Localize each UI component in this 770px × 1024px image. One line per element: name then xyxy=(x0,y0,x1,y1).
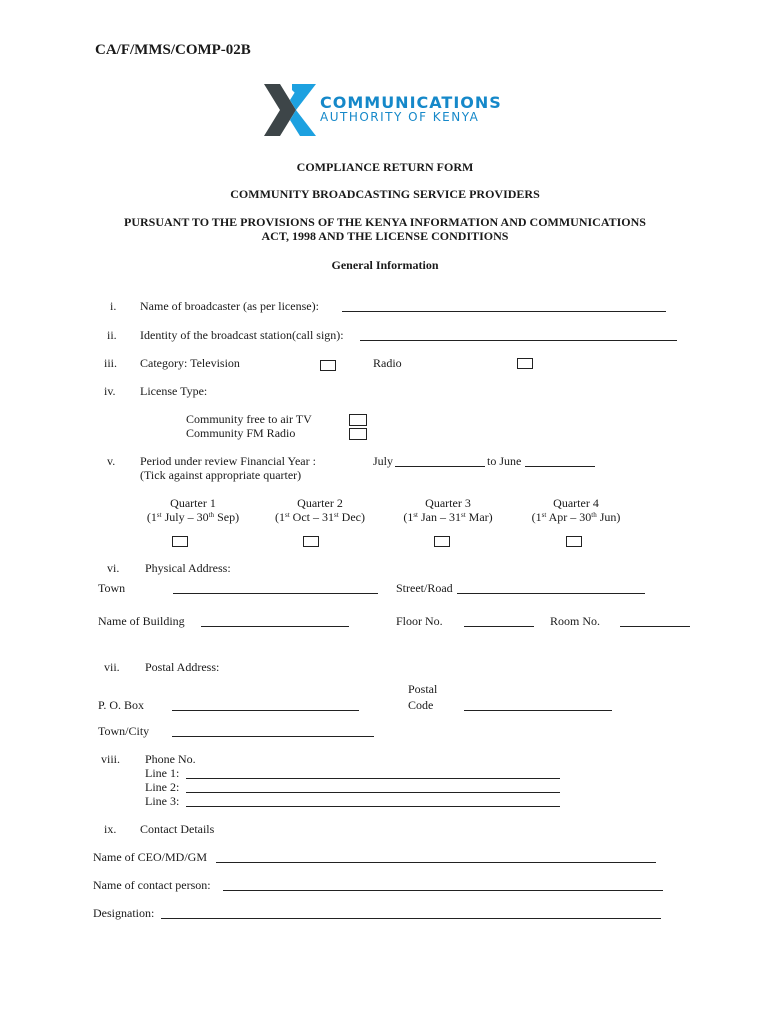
free-to-air-checkbox[interactable] xyxy=(349,414,367,426)
june-year-field[interactable] xyxy=(525,466,595,467)
radio-label: Radio xyxy=(373,356,402,370)
to-june-label: to June xyxy=(487,454,522,468)
quarter-3-range: (1st Jan – 31st Mar) xyxy=(403,510,493,524)
line-1-label: Line 1: xyxy=(145,766,180,780)
town-field[interactable] xyxy=(173,593,378,594)
license-type-label: License Type: xyxy=(140,384,208,398)
quarter-4-checkbox[interactable] xyxy=(566,536,582,547)
category-label: Category: Television xyxy=(140,356,240,370)
physical-address-label: Physical Address: xyxy=(145,561,231,575)
quarter-1-range: (1st July – 30th Sep) xyxy=(146,510,240,524)
item-iii-num: iii. xyxy=(104,356,118,370)
item-v-num: v. xyxy=(107,454,116,468)
pobox-label: P. O. Box xyxy=(98,698,145,712)
code-label: Code xyxy=(408,698,434,712)
street-field[interactable] xyxy=(457,593,645,594)
designation-field[interactable] xyxy=(161,918,661,919)
ca-logo-icon xyxy=(262,82,318,138)
quarter-1-title: Quarter 1 xyxy=(170,496,216,510)
logo-line1: COMMUNICATIONS xyxy=(320,93,502,112)
free-to-air-label: Community free to air TV xyxy=(186,412,312,426)
line-2-field[interactable] xyxy=(186,792,560,793)
section-general-info: General Information xyxy=(331,258,439,272)
quarter-2-range: (1st Oct – 31st Dec) xyxy=(275,510,365,524)
line-2-label: Line 2: xyxy=(145,780,180,794)
town-city-label: Town/City xyxy=(98,724,150,738)
quarter-3-checkbox[interactable] xyxy=(434,536,450,547)
broadcaster-name-field[interactable] xyxy=(342,311,666,312)
room-field[interactable] xyxy=(620,626,690,627)
july-year-field[interactable] xyxy=(395,466,485,467)
item-ii-num: ii. xyxy=(107,328,117,342)
contact-person-field[interactable] xyxy=(223,890,663,891)
floor-label: Floor No. xyxy=(396,614,443,628)
quarter-2-title: Quarter 2 xyxy=(297,496,343,510)
july-label: July xyxy=(373,454,394,468)
ceo-field[interactable] xyxy=(216,862,656,863)
building-field[interactable] xyxy=(201,626,349,627)
call-sign-label: Identity of the broadcast station(call sign): xyxy=(140,328,344,342)
broadcaster-name-label: Name of broadcaster (as per license): xyxy=(140,299,319,313)
radio-checkbox[interactable] xyxy=(517,358,533,369)
form-code: CA/F/MMS/COMP-02B xyxy=(95,42,251,58)
contact-person-label: Name of contact person: xyxy=(93,878,211,892)
designation-label: Designation: xyxy=(93,906,155,920)
line-3-label: Line 3: xyxy=(145,794,180,808)
pobox-field[interactable] xyxy=(172,710,359,711)
television-checkbox[interactable] xyxy=(320,360,336,371)
quarter-2-checkbox[interactable] xyxy=(303,536,319,547)
line-3-field[interactable] xyxy=(186,806,560,807)
ceo-label: Name of CEO/MD/GM xyxy=(93,850,207,864)
item-vi-num: vi. xyxy=(107,561,120,575)
building-label: Name of Building xyxy=(98,614,185,628)
phone-label: Phone No. xyxy=(145,752,196,766)
quarter-4-range: (1st Apr – 30th Jun) xyxy=(531,510,621,524)
line-1-field[interactable] xyxy=(186,778,560,779)
street-label: Street/Road xyxy=(396,581,453,595)
fm-radio-label: Community FM Radio xyxy=(186,426,296,440)
item-ix-num: ix. xyxy=(104,822,117,836)
title-compliance: COMPLIANCE RETURN FORM xyxy=(296,160,474,174)
item-i-num: i. xyxy=(110,299,117,313)
period-note: (Tick against appropriate quarter) xyxy=(140,468,302,482)
quarter-4-title: Quarter 4 xyxy=(553,496,599,510)
item-iv-num: iv. xyxy=(104,384,116,398)
postal-label: Postal xyxy=(408,682,438,696)
call-sign-field[interactable] xyxy=(360,340,677,341)
period-label: Period under review Financial Year : xyxy=(140,454,316,468)
title-pursuant-2: ACT, 1998 AND THE LICENSE CONDITIONS xyxy=(261,229,509,243)
quarter-3-title: Quarter 3 xyxy=(425,496,471,510)
postal-address-label: Postal Address: xyxy=(145,660,220,674)
town-label: Town xyxy=(98,581,126,595)
quarter-1-checkbox[interactable] xyxy=(172,536,188,547)
fm-radio-checkbox[interactable] xyxy=(349,428,367,440)
item-vii-num: vii. xyxy=(104,660,120,674)
title-pursuant-1: PURSUANT TO THE PROVISIONS OF THE KENYA INFORMATION AND COMMUNICATIONS xyxy=(124,215,646,229)
item-viii-num: viii. xyxy=(101,752,121,766)
title-community: COMMUNITY BROADCASTING SERVICE PROVIDERS xyxy=(230,187,540,201)
contact-details-label: Contact Details xyxy=(140,822,215,836)
town-city-field[interactable] xyxy=(172,736,374,737)
floor-field[interactable] xyxy=(464,626,534,627)
postal-code-field[interactable] xyxy=(464,710,612,711)
logo-line2: AUTHORITY OF KENYA xyxy=(320,110,480,124)
room-label: Room No. xyxy=(550,614,601,628)
